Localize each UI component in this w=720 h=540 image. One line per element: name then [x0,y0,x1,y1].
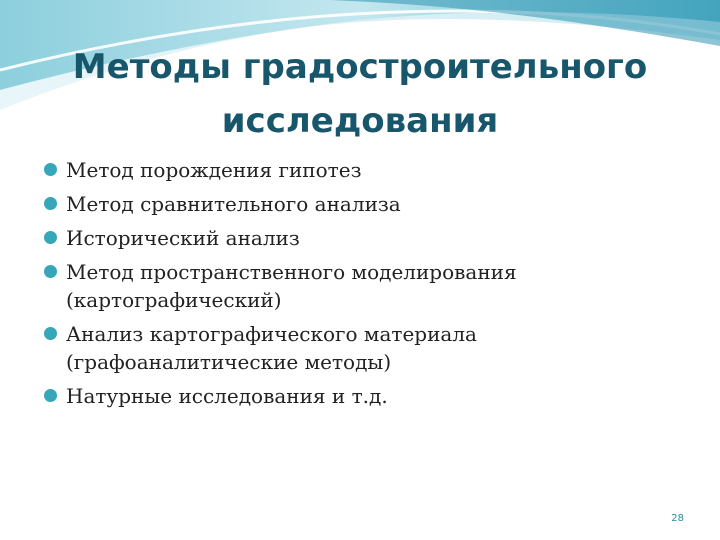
bullet-item [42,190,682,218]
bullet-item [42,224,682,252]
bullet-item [42,258,682,314]
bullet-text: Метод сравнительного анализа [66,192,401,216]
bullet-dot-icon [44,389,57,402]
bullet-item [42,382,682,410]
bullet-text: Метод порождения гипотез [66,158,362,182]
slide-title-line-2: исследования [221,101,499,141]
bullet-text: Натурные исследования и т.д. [66,384,388,408]
bullet-item [42,320,682,376]
page-number: 28 [671,513,684,524]
bullet-dot-icon [44,327,57,340]
slide-title [40,40,680,148]
slide-title-line-1: Методы градостроительного [72,47,648,87]
bullet-dot-icon [44,231,57,244]
bullet-item [42,156,682,184]
bullet-dot-icon [44,197,57,210]
bullet-dot-icon [44,265,57,278]
bullet-text: Исторический анализ [66,226,300,250]
bullet-text: Метод пространственного моделирования (картографический) [66,260,517,312]
bullet-dot-icon [44,163,57,176]
bullet-list [42,156,682,416]
bullet-text: Анализ картографического материала (графоаналитические методы) [66,322,477,374]
